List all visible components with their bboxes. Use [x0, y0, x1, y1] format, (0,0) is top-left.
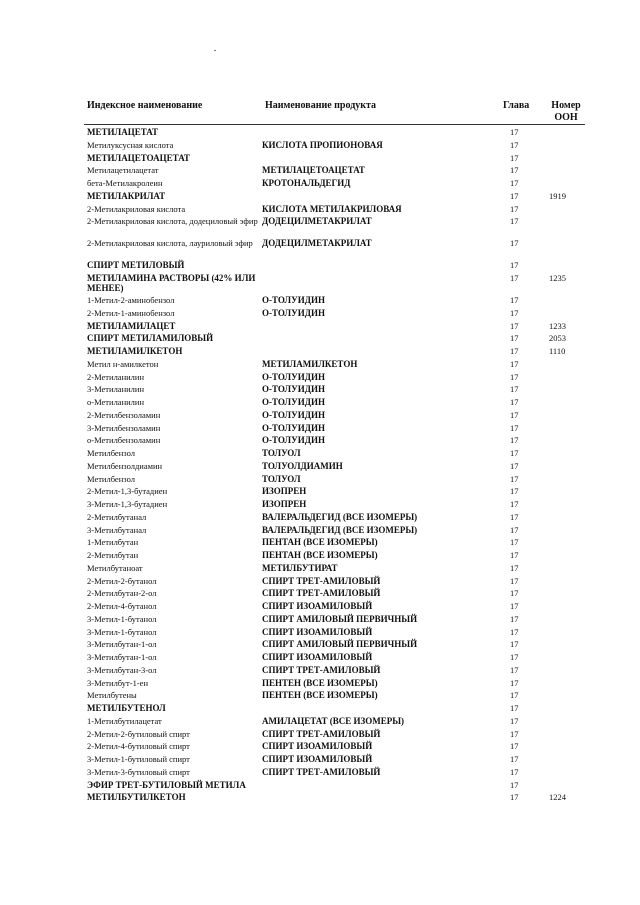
cell-index-name: 2-Метил-4-бутанол	[87, 601, 157, 611]
header-un-number: Номер ООН	[551, 100, 581, 123]
cell-index-name: 2-Метилакриловая кислота, лауриловый эфир	[87, 238, 253, 249]
cell-index-name: 2-Метилбензоламин	[87, 409, 161, 420]
table-row	[0, 791, 640, 804]
table-row	[0, 779, 640, 792]
cell-chapter: 17	[510, 397, 519, 407]
cell-chapter: 17	[510, 754, 519, 764]
cell-chapter: 17	[510, 486, 519, 497]
table-row	[0, 664, 640, 677]
cell-product-name: О-ТОЛУИДИН	[262, 371, 325, 382]
cell-index-name: МЕТИЛАЦЕТАТ	[87, 127, 158, 137]
table-row	[0, 562, 640, 575]
table-row	[0, 447, 640, 460]
table-row	[0, 689, 640, 702]
table-row	[0, 190, 640, 203]
cell-chapter: 17	[510, 779, 519, 790]
cell-index-name: 2-Метил-4-бутиловый спирт	[87, 741, 190, 752]
cell-index-name: 3-Метил-3-бутиловый спирт	[87, 766, 190, 777]
cell-index-name: 2-Метил-2-бутанол	[87, 575, 157, 586]
table-row	[0, 613, 640, 626]
table-row	[0, 702, 640, 715]
cell-index-name: СПИРТ МЕТИЛАМИЛОВЫЙ	[87, 333, 214, 344]
cell-index-name: 2-Метилбутан	[87, 550, 139, 560]
cell-chapter: 17	[510, 562, 519, 573]
cell-chapter: 17	[510, 273, 519, 283]
table-row	[0, 536, 640, 549]
table-row	[0, 638, 640, 651]
cell-product-name: СПИРТ ТРЕТ-АМИЛОВЫЙ	[262, 728, 381, 739]
cell-chapter: 17	[510, 499, 519, 509]
cell-index-name: ЭФИР ТРЕТ-БУТИЛОВЫЙ МЕТИЛА	[87, 779, 246, 790]
cell-chapter: 17	[510, 307, 519, 318]
cell-index-name: 1-Метилбутилацетат	[87, 715, 162, 726]
cell-product-name: О-ТОЛУИДИН	[262, 384, 325, 395]
cell-index-name: 3-Метилбутан-1-ол	[87, 639, 157, 650]
cell-index-name: Метилбензолдиамин	[87, 460, 163, 471]
cell-chapter: 17	[510, 178, 519, 188]
table-row	[0, 164, 640, 177]
table-row	[0, 600, 640, 613]
table-row	[0, 485, 640, 498]
cell-product-name: ТОЛУОЛ	[262, 473, 301, 484]
cell-chapter: 17	[510, 613, 519, 624]
cell-index-name: 3-Метилбензоламин	[87, 422, 161, 433]
cell-product-name: СПИРТ ИЗОАМИЛОВЫЙ	[262, 626, 373, 637]
cell-product-name: СПИРТ ТРЕТ-АМИЛОВЫЙ	[262, 766, 381, 777]
cell-product-name: О-ТОЛУИДИН	[262, 435, 325, 446]
cell-chapter: 17	[510, 524, 519, 535]
cell-index-name: 2-Метилакриловая кислота, додециловый эфир	[87, 216, 258, 227]
cell-chapter: 17	[510, 460, 519, 471]
cell-index-name: 3-Метиланилин	[87, 384, 145, 395]
table-row	[0, 177, 640, 190]
cell-index-name: МЕТИЛАКРИЛАТ	[87, 190, 166, 201]
cell-index-name: 2-Метиланилин	[87, 371, 145, 382]
cell-chapter: 17	[510, 728, 519, 739]
cell-index-name: 2-Метил-1,3-бутадиен	[87, 486, 168, 497]
cell-product-name: МЕТИЛАМИЛКЕТОН	[262, 358, 358, 369]
cell-chapter: 17	[510, 409, 519, 420]
table-row	[0, 396, 640, 409]
cell-product-name: ТОЛУОЛ	[262, 448, 301, 458]
cell-product-name: СПИРТ ИЗОАМИЛОВЫЙ	[262, 754, 373, 764]
cell-product-name: АМИЛАЦЕТАТ (ВСЕ ИЗОМЕРЫ)	[262, 715, 405, 726]
cell-chapter: 17	[510, 626, 519, 637]
cell-product-name: КИСЛОТА МЕТИЛАКРИЛОВАЯ	[262, 203, 402, 214]
table-row	[0, 383, 640, 396]
table-row	[0, 651, 640, 664]
cell-chapter: 17	[510, 165, 519, 176]
cell-product-name: СПИРТ АМИЛОВЫЙ ПЕРВИЧНЫЙ	[262, 613, 418, 624]
cell-index-name: МЕТИЛАМИЛКЕТОН	[87, 346, 183, 356]
cell-index-name: 2-Метил-2-бутиловый спирт	[87, 728, 190, 739]
cell-product-name: О-ТОЛУИДИН	[262, 409, 325, 420]
cell-chapter: 17	[510, 238, 519, 249]
cell-index-name: бета-Метилакролеин	[87, 178, 163, 188]
cell-product-name: ВАЛЕРАЛЬДЕГИД (ВСЕ ИЗОМЕРЫ)	[262, 511, 418, 522]
cell-chapter: 17	[510, 358, 519, 369]
cell-product-name: МЕТИЛАЦЕТОАЦЕТАТ	[262, 165, 365, 176]
cell-product-name: КИСЛОТА ПРОПИОНОВАЯ	[262, 139, 383, 150]
scan-speck	[214, 50, 216, 51]
cell-chapter: 17	[510, 792, 519, 803]
table-row	[0, 715, 640, 728]
cell-index-name: Метилбензол	[87, 473, 135, 484]
table-row	[0, 294, 640, 307]
cell-chapter: 17	[510, 664, 519, 675]
cell-chapter: 17	[510, 652, 519, 662]
cell-chapter: 17	[510, 371, 519, 382]
table-row	[0, 152, 640, 165]
cell-chapter: 17	[510, 320, 519, 331]
cell-chapter: 17	[510, 333, 519, 344]
cell-chapter: 17	[510, 550, 519, 560]
table-row	[0, 345, 640, 358]
cell-un-number: 1235	[549, 273, 566, 283]
cell-chapter: 17	[510, 715, 519, 726]
cell-index-name: Метилбутены	[87, 690, 137, 701]
cell-index-name: 2-Метилакриловая кислота	[87, 203, 186, 214]
cell-index-name: о-Метиланилин	[87, 397, 145, 407]
cell-index-name: Метилуксусная кислота	[87, 139, 174, 150]
cell-chapter: 17	[510, 216, 519, 227]
table-row	[0, 766, 640, 779]
cell-un-number: 1110	[549, 346, 566, 356]
cell-chapter: 17	[510, 139, 519, 150]
header-chapter: Глава	[503, 100, 530, 111]
cell-product-name: ВАЛЕРАЛЬДЕГИД (ВСЕ ИЗОМЕРЫ)	[262, 524, 418, 535]
cell-product-name: СПИРТ ТРЕТ-АМИЛОВЫЙ	[262, 588, 381, 599]
table-row	[0, 358, 640, 371]
cell-index-name: 3-Метил-1,3-бутадиен	[87, 499, 168, 509]
cell-product-name: ИЗОПРЕН	[262, 486, 307, 497]
cell-chapter: 17	[510, 152, 519, 163]
cell-index-name: Метилацетилацетат	[87, 165, 159, 176]
cell-chapter: 17	[510, 260, 519, 271]
cell-index-name: Метилбутаноат	[87, 562, 143, 573]
table-row	[0, 498, 640, 511]
cell-chapter: 17	[510, 677, 519, 688]
cell-chapter: 17	[510, 190, 519, 201]
cell-chapter: 17	[510, 511, 519, 522]
cell-index-name: МЕТИЛБУТИЛКЕТОН	[87, 792, 186, 803]
cell-chapter: 17	[510, 203, 519, 214]
cell-un-number: 1919	[549, 190, 566, 201]
cell-chapter: 17	[510, 127, 519, 137]
cell-chapter: 17	[510, 575, 519, 586]
table-row	[0, 422, 640, 435]
table-row	[0, 371, 640, 384]
cell-index-name: 2-Метилбутанал	[87, 511, 147, 522]
cell-index-name: 3-Метил-1-бутанол	[87, 626, 157, 637]
table-row	[0, 511, 640, 524]
cell-chapter: 17	[510, 448, 519, 458]
cell-index-name: 3-Метил-1-бутанол	[87, 613, 157, 624]
cell-product-name: МЕТИЛБУТИРАТ	[262, 562, 338, 573]
cell-chapter: 17	[510, 537, 519, 548]
header-index-name: Индексное наименование	[87, 100, 203, 111]
table-row	[0, 434, 640, 447]
table-row	[0, 215, 640, 237]
cell-chapter: 17	[510, 346, 519, 356]
cell-index-name: 2-Метилбутан-2-ол	[87, 588, 157, 599]
cell-index-name: 2-Метил-1-аминобензол	[87, 307, 175, 318]
cell-product-name: ДОДЕЦИЛМЕТАКРИЛАТ	[262, 216, 372, 227]
cell-index-name: МЕТИЛАМИЛАЦЕТ	[87, 320, 176, 331]
table-row	[0, 332, 640, 345]
table-row	[0, 126, 640, 139]
cell-chapter: 17	[510, 473, 519, 484]
table-row	[0, 575, 640, 588]
cell-chapter: 17	[510, 601, 519, 611]
table-row	[0, 524, 640, 537]
table-row	[0, 473, 640, 486]
table-row	[0, 320, 640, 333]
table-row	[0, 460, 640, 473]
cell-product-name: СПИРТ ТРЕТ-АМИЛОВЫЙ	[262, 664, 381, 675]
table-row	[0, 740, 640, 753]
cell-product-name: О-ТОЛУИДИН	[262, 397, 325, 407]
cell-product-name: ПЕНТЕН (ВСЕ ИЗОМЕРЫ)	[262, 690, 378, 701]
cell-index-name: Метил н-амилкетон	[87, 358, 159, 369]
cell-un-number: 1224	[549, 792, 566, 803]
cell-index-name: 3-Метилбутан-1-ол	[87, 652, 157, 662]
table-row	[0, 626, 640, 639]
cell-un-number: 1233	[549, 320, 566, 331]
cell-chapter: 17	[510, 766, 519, 777]
cell-chapter: 17	[510, 384, 519, 395]
cell-index-name: 3-Метилбутан-3-ол	[87, 664, 157, 675]
cell-product-name: ПЕНТЕН (ВСЕ ИЗОМЕРЫ)	[262, 677, 378, 688]
cell-chapter: 17	[510, 690, 519, 701]
cell-chapter: 17	[510, 422, 519, 433]
cell-product-name: ДОДЕЦИЛМЕТАКРИЛАТ	[262, 238, 372, 249]
table-row	[0, 237, 640, 259]
cell-chapter: 17	[510, 295, 519, 305]
header-product-name: Наименование продукта	[265, 100, 377, 111]
cell-product-name: ПЕНТАН (ВСЕ ИЗОМЕРЫ)	[262, 537, 378, 548]
cell-chapter: 17	[510, 588, 519, 599]
table-body	[0, 126, 640, 804]
cell-product-name: О-ТОЛУИДИН	[262, 422, 325, 433]
cell-index-name: 1-Метилбутан	[87, 537, 139, 548]
table-row	[0, 307, 640, 320]
cell-index-name: СПИРТ МЕТИЛОВЫЙ	[87, 260, 185, 271]
table-row	[0, 272, 640, 294]
header-rule	[84, 124, 585, 125]
cell-chapter: 17	[510, 741, 519, 752]
cell-product-name: КРОТОНАЛЬДЕГИД	[262, 178, 351, 188]
cell-index-name: МЕТИЛБУТЕНОЛ	[87, 703, 166, 713]
table-row	[0, 677, 640, 690]
cell-product-name: СПИРТ ИЗОАМИЛОВЫЙ	[262, 741, 373, 752]
cell-product-name: ПЕНТАН (ВСЕ ИЗОМЕРЫ)	[262, 550, 378, 560]
cell-product-name: О-ТОЛУИДИН	[262, 307, 325, 318]
table-row	[0, 587, 640, 600]
cell-chapter: 17	[510, 639, 519, 650]
cell-product-name: СПИРТ ИЗОАМИЛОВЫЙ	[262, 601, 373, 611]
cell-product-name: СПИРТ ИЗОАМИЛОВЫЙ	[262, 652, 373, 662]
table-row	[0, 409, 640, 422]
cell-index-name: МЕТИЛАЦЕТОАЦЕТАТ	[87, 152, 190, 163]
table-row	[0, 139, 640, 152]
table-row	[0, 753, 640, 766]
cell-chapter: 17	[510, 435, 519, 446]
cell-index-name: 3-Метилбут-1-ен	[87, 677, 149, 688]
cell-product-name: СПИРТ АМИЛОВЫЙ ПЕРВИЧНЫЙ	[262, 639, 418, 650]
cell-product-name: ИЗОПРЕН	[262, 499, 307, 509]
cell-index-name: МЕТИЛАМИНА РАСТВОРЫ (42% ИЛИ МЕНЕЕ)	[87, 273, 256, 293]
cell-product-name: СПИРТ ТРЕТ-АМИЛОВЫЙ	[262, 575, 381, 586]
table-row	[0, 728, 640, 741]
cell-index-name: Метилбензол	[87, 448, 135, 458]
cell-product-name: ТОЛУОЛДИАМИН	[262, 460, 343, 471]
cell-index-name: 1-Метил-2-аминобензол	[87, 295, 175, 305]
cell-chapter: 17	[510, 703, 519, 713]
table-row	[0, 203, 640, 216]
cell-un-number: 2053	[549, 333, 566, 344]
cell-product-name: О-ТОЛУИДИН	[262, 295, 325, 305]
table-row	[0, 549, 640, 562]
cell-index-name: 3-Метилбутанал	[87, 524, 147, 535]
cell-index-name: о-Метилбензоламин	[87, 435, 161, 446]
cell-index-name: 3-Метил-1-бутиловый спирт	[87, 754, 190, 764]
table-row	[0, 259, 640, 272]
